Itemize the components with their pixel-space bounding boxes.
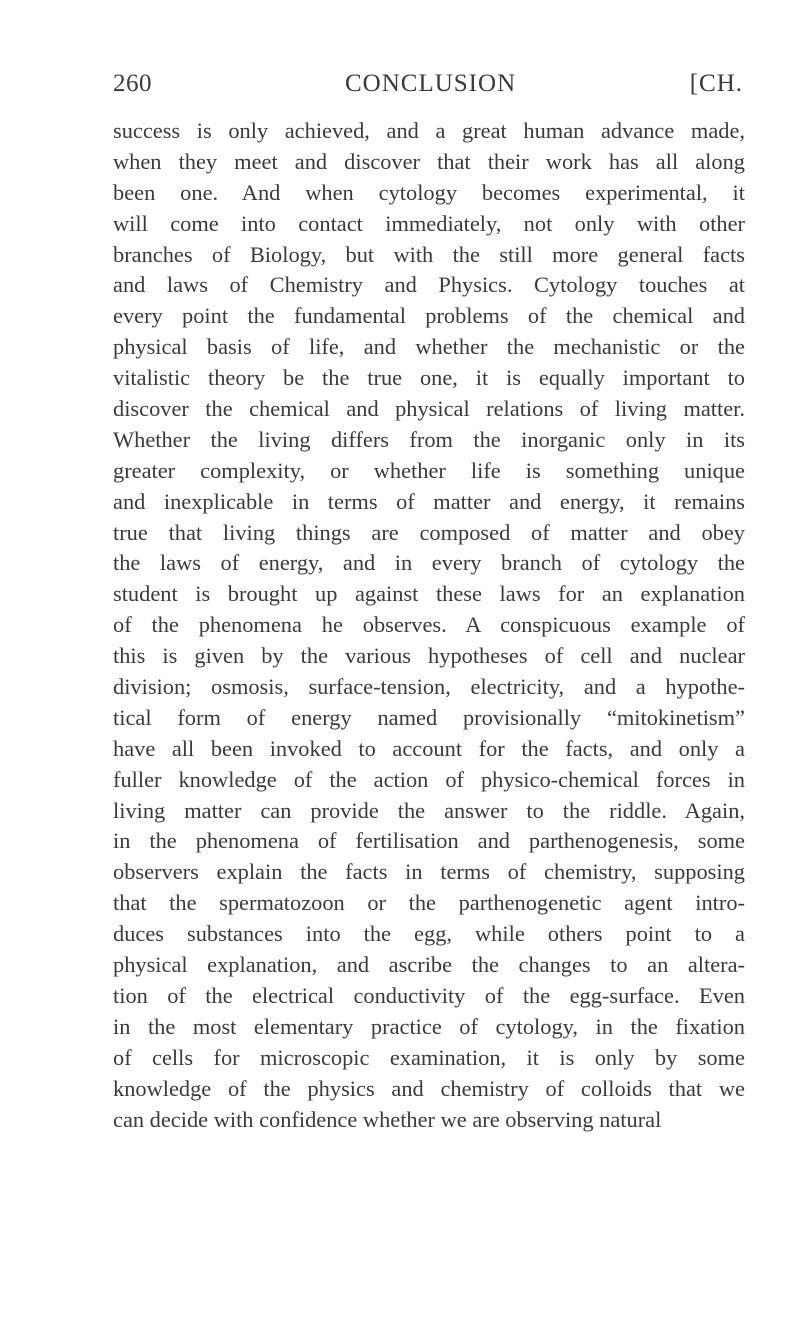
text-line: greater complexity, or whether life is something unique <box>113 457 745 483</box>
text-line: physical explanation, and ascribe the changes to an altera- <box>113 952 745 978</box>
text-line: observers explain the facts in terms of chemistry, supposing <box>113 859 745 885</box>
text-line: success is only achieved, and a great human advance made, <box>113 118 745 143</box>
running-head <box>113 70 743 106</box>
page-number: 260 <box>113 70 152 97</box>
text-line: branches of Biology, but with the still more general facts <box>113 241 745 267</box>
text-line: fuller knowledge of the action of physico-chemical forces in <box>113 766 745 792</box>
text-line: division; osmosis, surface-tension, electricity, and a hypothe- <box>113 674 745 700</box>
text-line: in the phenomena of fertilisation and parthenogenesis, some <box>113 828 745 854</box>
text-line: will come into contact immediately, not only with other <box>113 210 745 236</box>
text-line: duces substances into the egg, while others point to a <box>113 921 745 947</box>
text-line: every point the fundamental problems of the chemical and <box>113 303 745 329</box>
text-line: tical form of energy named provisionally “mitokinetism” <box>113 704 745 730</box>
text-line: of cells for microscopic examination, it is only by some <box>113 1044 745 1070</box>
text-line: the laws of energy, and in every branch of cytology the <box>113 550 745 576</box>
text-line: knowledge of the physics and chemistry of colloids that we <box>113 1075 745 1101</box>
text-line: this is given by the various hypotheses of cell and nuclear <box>113 643 745 669</box>
text-line: been one. And when cytology becomes experimental, it <box>113 179 745 205</box>
text-line: when they meet and discover that their work has all along <box>113 148 745 174</box>
text-line: have all been invoked to account for the facts, and only a <box>113 735 745 761</box>
text-line: and laws of Chemistry and Physics. Cytology touches at <box>113 272 745 298</box>
text-line: discover the chemical and physical relations of living matter. <box>113 396 745 422</box>
running-title: CONCLUSION <box>345 70 517 97</box>
text-line: of the phenomena he observes. A conspicuous example of <box>113 612 745 638</box>
text-line: can decide with confidence whether we are observing natural <box>113 1106 662 1132</box>
text-line: and inexplicable in terms of matter and energy, it remains <box>113 488 745 514</box>
text-line: student is brought up against these laws for an explanation <box>113 581 745 607</box>
text-line: physical basis of life, and whether the mechanistic or the <box>113 334 745 360</box>
text-line: Whether the living differs from the inorganic only in its <box>113 426 745 452</box>
text-line: living matter can provide the answer to the riddle. Again, <box>113 797 745 823</box>
text-line: true that living things are composed of matter and obey <box>113 519 745 545</box>
body-text <box>113 116 745 1135</box>
text-line: tion of the electrical conductivity of the egg-surface. Even <box>113 982 745 1008</box>
chapter-marker: [CH. <box>689 70 743 97</box>
text-line: vitalistic theory be the true one, it is equally important to <box>113 365 745 391</box>
text-line: that the spermatozoon or the parthenogenetic agent intro- <box>113 890 745 916</box>
text-line: in the most elementary practice of cytology, in the fixation <box>113 1013 745 1039</box>
